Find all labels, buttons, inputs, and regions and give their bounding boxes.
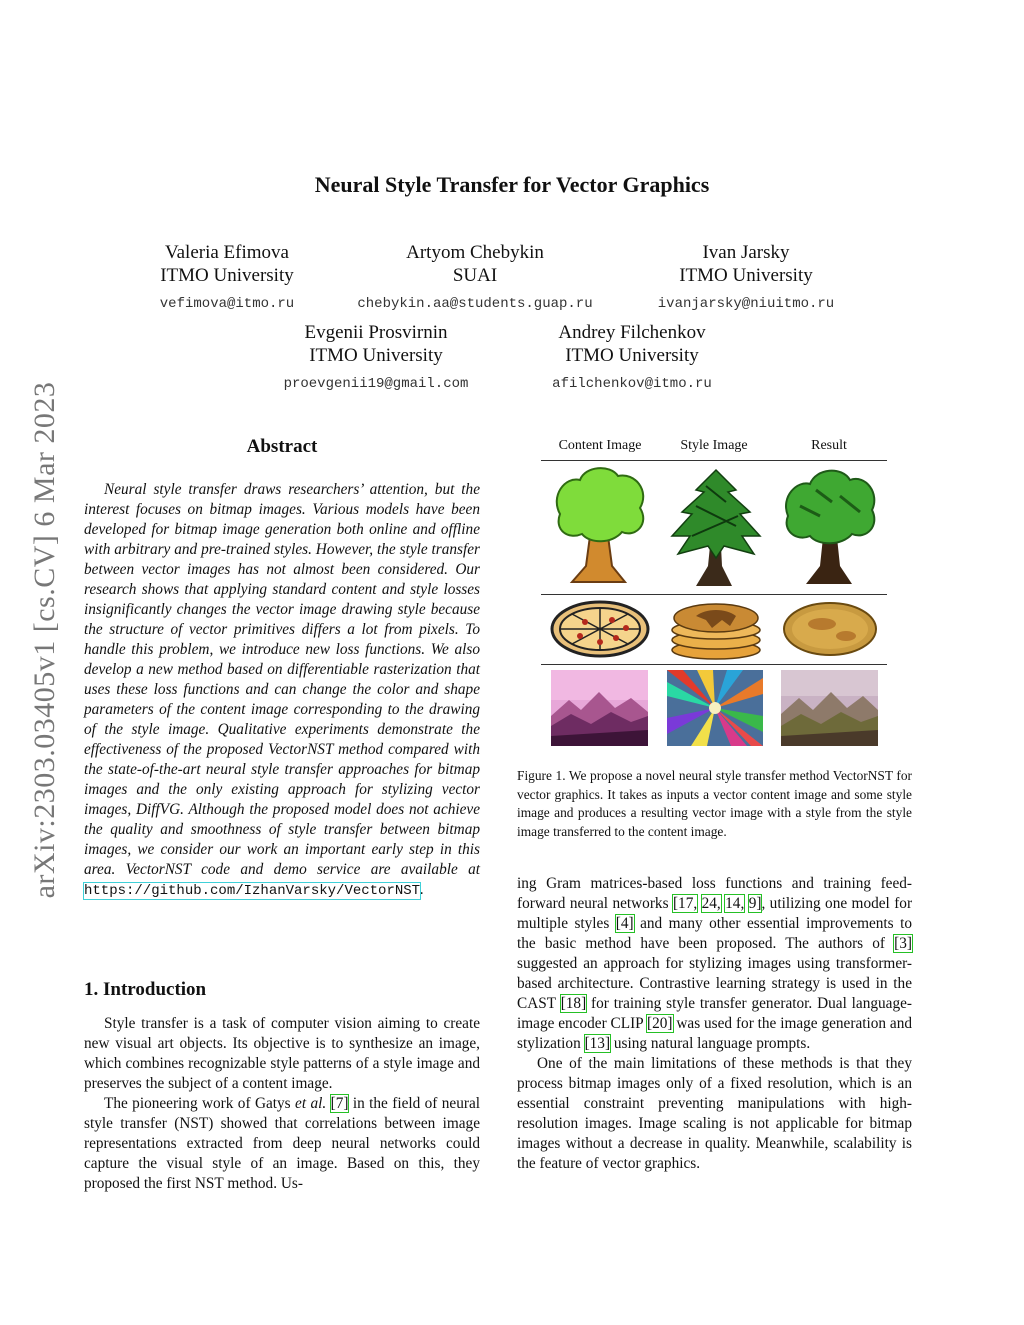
citation-link[interactable]: 24, <box>701 895 721 912</box>
author-affiliation: ITMO University <box>309 345 443 366</box>
tree-style-image <box>666 466 766 590</box>
intro-paragraph-1: Style transfer is a task of computer vision aiming to create new visual art objects. Its objective is to synthesize an image, which combines recognizable style patterns of a style image and preserves the subject of a content image. <box>84 1015 480 1092</box>
intro-p2-a: The pioneering work of Gatys <box>104 1095 291 1112</box>
abstract-text: Neural style transfer draws researchers’ attention, but the interest focuses on bitmap images. Various models have been developed for bitmap image generation both online and offline with arbitrary and pre-trained styles. However, the style transfer between vector images has not almost been considered. Our research shows that applying standard content and style losses insignificantly changes the vector image drawing style because the structure of vector primitives differs a lot from pixels. To handle this problem, we introduce new loss functions. We also develop a new method based on differentiable rasterization that uses these loss functions and can change the color and shape parameters of the content image corresponding to the drawing of the style image. Qualitative experiments demonstrate the effectiveness of the proposed VectorNST method compared with the state-of-the-art neural style transfer approaches for bitmap images and the only existing approach for stylizing vector images, DiffVG. Although the proposed model does not achieve the quality and smoothness of style transfer between bitmap images, we consider our work an important early step in this area. VectorNST code and demo service are available at <box>84 481 480 878</box>
author-email[interactable]: ivanjarsky@niuitmo.ru <box>657 296 835 312</box>
author-name: Artyom Chebykin <box>406 242 544 263</box>
author-affiliation: SUAI <box>452 265 498 286</box>
text-run: and many other essential improvements to the basic method have been proposed. The authors of <box>517 915 912 952</box>
figure-caption: Figure 1. We propose a novel neural style transfer method VectorNST for vector graphics. It takes as inputs a vector content image and some style image and produces a resulting vector image with a style from the style image transferred to the content image. <box>517 768 912 839</box>
pizza-result-image <box>780 598 880 660</box>
text-run: ing Gram matrices-based loss functions and training feed-forward neural networks <box>517 875 912 912</box>
intro-etal: et al. <box>295 1095 327 1112</box>
fig-header-result: Result <box>811 438 847 453</box>
author-name: Ivan Jarsky <box>702 242 790 263</box>
citation-link[interactable]: [3] <box>894 935 912 952</box>
intro-p2-b: in the field of neural style transfer (NST) showed that correlations between image representations extracted from deep neural networks could capture the visual style of an image. Based on this, they proposed the first NST method. Us- <box>84 1095 481 1192</box>
right-paragraph-1 <box>517 874 912 1054</box>
citation-link[interactable]: 14, <box>725 895 745 912</box>
author-name: Andrey Filchenkov <box>558 322 706 343</box>
figure-rule-2 <box>541 664 887 665</box>
abstract-body <box>84 480 480 901</box>
citation-link[interactable]: [20] <box>647 1015 673 1032</box>
fig-header-content: Content Image <box>558 438 642 453</box>
abstract-heading: Abstract <box>246 436 318 457</box>
author-email[interactable]: proevgenii19@gmail.com <box>283 376 469 392</box>
code-link[interactable]: https://github.com/IzhanVarsky/VectorNST <box>84 883 421 899</box>
author-3 <box>636 241 856 316</box>
author-name: Evgenii Prosvirnin <box>304 322 448 343</box>
arxiv-stamp-text: arXiv:2303.03405v1 [cs.CV] 6 Mar 2023 <box>28 381 61 899</box>
intro-heading: 1. Introduction <box>84 979 207 1000</box>
author-affiliation: ITMO University <box>679 265 813 286</box>
author-4 <box>266 321 486 396</box>
text-run: , utilizing one model for multiple styles <box>517 895 913 932</box>
author-name: Valeria Efimova <box>165 242 289 263</box>
text-run: suggested an approach for stylizing images using transformer-based architecture. Contrastive learning strategy is used in the CAST <box>517 955 912 1012</box>
pancake-style-image <box>666 598 766 662</box>
right-column <box>517 874 912 1174</box>
author-2 <box>335 241 615 316</box>
author-email[interactable]: vefimova@itmo.ru <box>159 296 295 312</box>
figure-rule-top <box>541 460 887 461</box>
citation-link[interactable]: [17, <box>672 895 698 912</box>
intro-column <box>84 1014 480 1194</box>
pizza-content-image <box>550 598 650 660</box>
text-run: using natural language prompts. <box>613 1035 811 1052</box>
tree-content-image <box>550 466 650 586</box>
intro-paragraph-2 <box>84 1094 480 1194</box>
tree-result-image <box>780 466 880 586</box>
author-affiliation: ITMO University <box>160 265 294 286</box>
author-email[interactable]: afilchenkov@itmo.ru <box>552 376 712 392</box>
author-email[interactable]: chebykin.aa@students.guap.ru <box>357 296 593 312</box>
citation-link[interactable]: [13] <box>584 1035 611 1052</box>
citation-link[interactable]: [4] <box>615 915 634 932</box>
text-run: for training style transfer generator. Dual language-image encoder CLIP <box>517 995 912 1032</box>
landscape-content-image <box>551 670 648 746</box>
citation-link[interactable]: [7] <box>330 1095 349 1112</box>
abstract <box>84 480 480 901</box>
abstract-end: . <box>420 881 424 898</box>
right-paragraph-2: One of the main limitations of these methods is that they process bitmap images only of a fixed resolution, which is an essential constraint preventing manipulations with high-resolution images. Image scaling is not applicable for bitmap images without a decrease in quality. Meanwhile, scalability is the feature of vector graphics. <box>517 1055 912 1172</box>
abstract-style-image <box>667 670 763 746</box>
citation-link[interactable]: [18] <box>560 995 587 1012</box>
landscape-result-image <box>781 670 878 746</box>
author-1 <box>120 241 334 316</box>
citation-link[interactable]: 9] <box>748 895 762 912</box>
fig-header-style: Style Image <box>680 438 748 453</box>
paper-title: Neural Style Transfer for Vector Graphics <box>314 172 710 197</box>
author-affiliation: ITMO University <box>565 345 699 366</box>
text-run: was used for the image generation and stylization <box>517 1015 912 1052</box>
figure-rule-1 <box>541 594 887 595</box>
author-5 <box>522 321 742 396</box>
